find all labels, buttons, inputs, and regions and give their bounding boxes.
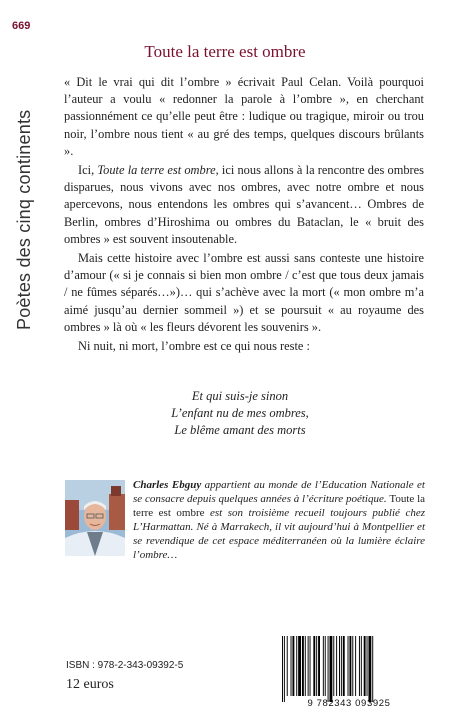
author-photo — [65, 480, 125, 556]
barcode-number: 9 782343 093925 — [307, 698, 391, 709]
bio-text-1: appartient au monde de l’Education Nationale et se consacre depuis quelques années à l’écriture poétique. — [133, 479, 425, 505]
paragraph-2 — [64, 162, 424, 248]
series-name: Poètes des cinq continents — [14, 109, 34, 330]
bio-text-2: est son troisième recueil toujours publié chez L’Harmattan. Né à Marrakech, il vit aujourd’hui à Montpellier et se revendique de cet espace méditerranéen où la lumière éclaire l’ombre… — [133, 507, 425, 561]
poem-line: L’enfant nu de mes ombres, — [171, 406, 309, 420]
paragraph-2-start: Ici, — [78, 163, 98, 178]
author-name: Charles Ebguy — [133, 479, 202, 491]
paragraph-2-title: Toute la terre est ombre — [97, 163, 216, 178]
paragraph-2-rest: , ici nous allons à la rencontre des ombres disparues, nous vivons avec nos ombres, avec notre ombre et nous apercevons, nous entendons les ombres qui s’avancent… Ombres de Berlin, ombres d’Hiroshima ou ombres du Bataclan, le « bruit des ombres » est souvent insoutenable. — [64, 163, 425, 246]
poem-line: Le blême amant des morts — [174, 423, 306, 437]
poem-excerpt — [0, 388, 450, 439]
bio-book-title: Toute la terre est ombre — [133, 493, 426, 519]
author-bio — [133, 478, 425, 562]
poem-line: Et qui suis-je sinon — [191, 389, 289, 403]
series-number: 669 — [12, 20, 31, 32]
price: 12 euros — [66, 677, 114, 692]
paragraph-4: Ni nuit, ni mort, l’ombre est ce qui nous reste : — [78, 339, 310, 354]
barcode — [272, 634, 426, 708]
paragraph-1: « Dit le vrai qui dit l’ombre » écrivait Paul Celan. Voilà pourquoi l’auteur a voulu « redonner la parole à l’ombre », en cherchant passionnément ce qu’elle peut être : ludique ou tragique, miroir ou trou noir, l’ombre nous tient « au gré des temps, quelques discours brûlants ». — [64, 75, 424, 158]
book-title: Toute la terre est ombre — [144, 42, 306, 61]
author-portrait-image — [65, 480, 125, 556]
back-cover-text — [64, 74, 424, 357]
paragraph-3: Mais cette histoire avec l’ombre est aussi sans conteste une histoire d’amour (« si je connais si bien mon ombre / c’est que tous deux jamais / ne fûmes séparés…»)… qui s’achève avec la mort (« mon ombre m’a aimé jusqu’au dernier sommeil ») et se poursuit « au royaume des ombres » là où « les fleurs dévorent les souvenirs ». — [64, 251, 424, 334]
isbn: ISBN : 978-2-343-09392-5 — [66, 660, 184, 671]
